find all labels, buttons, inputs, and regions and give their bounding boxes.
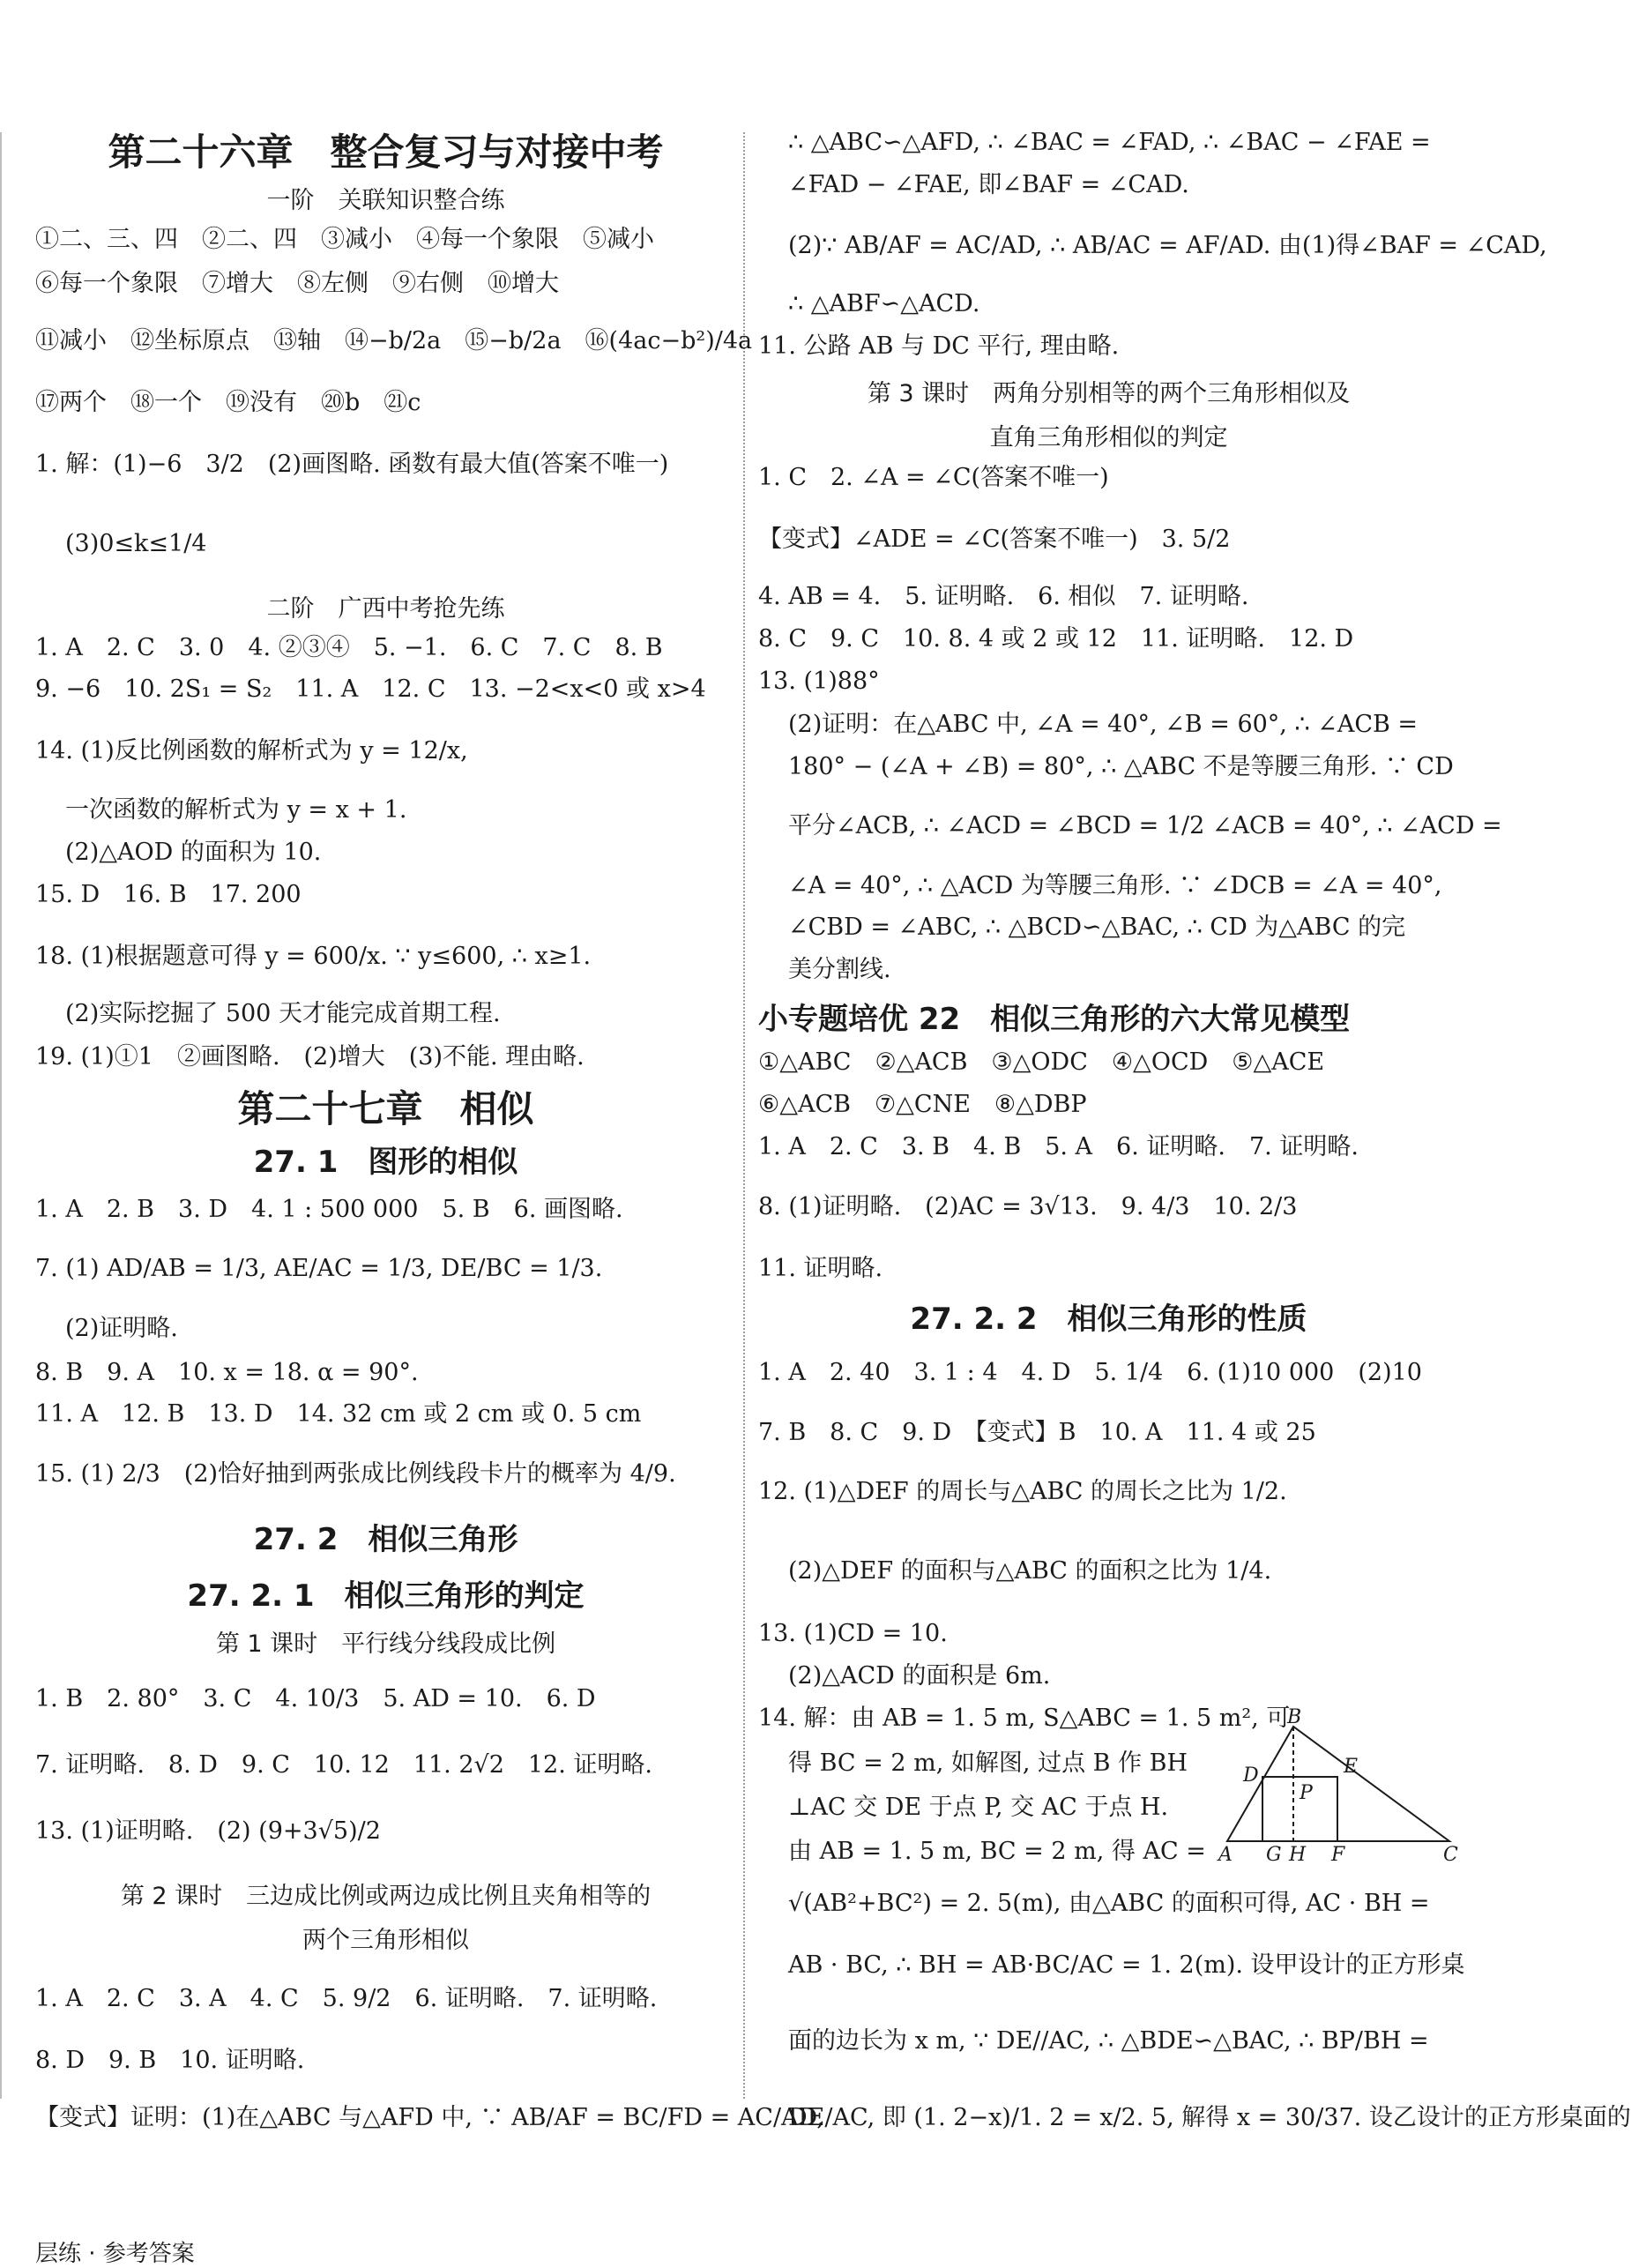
triangle-figure (1218, 1706, 1458, 1866)
answer-line: ∴ △ABC∽△AFD, ∴ ∠BAC = ∠FAD, ∴ ∠BAC − ∠FAE = (788, 129, 1431, 156)
answer-line: ∴ △ABF∽△ACD. (788, 290, 980, 317)
answer-line: 15. (1) 2/3 (2)恰好抽到两张成比例线段卡片的概率为 4/9. (35, 1460, 676, 1488)
label-f: F (1331, 1844, 1345, 1866)
answer-line: 平分∠ACB, ∴ ∠ACD = ∠BCD = 1/2 ∠ACB = 40°, ∴ ∠ACD = (788, 812, 1502, 839)
answer-line: 19. (1)①1 ②画图略. (2)增大 (3)不能. 理由略. (35, 1043, 585, 1071)
answer-line: √(AB²+BC²) = 2. 5(m), 由△ABC 的面积可得, AC · BH = (788, 1890, 1430, 1917)
answer-line: 由 AB = 1. 5 m, BC = 2 m, 得 AC = (788, 1838, 1206, 1865)
answer-line: 1. A 2. C 3. A 4. C 5. 9/2 6. 证明略. 7. 证明略. (35, 1985, 658, 2012)
answer-line: 8. C 9. C 10. 8. 4 或 2 或 12 11. 证明略. 12. D (758, 625, 1354, 653)
lesson-1-title: 第 1 课时 平行线分线段成比例 (215, 1630, 556, 1658)
chapter-26-heading: 第二十六章 整合复习与对接中考 (108, 131, 664, 174)
special-topic-heading: 小专题培优 22 相似三角形的六大常见模型 (758, 1002, 1351, 1037)
answer-line: 1. A 2. 40 3. 1 : 4 4. D 5. 1/4 6. (1)10 000 (2)10 (758, 1359, 1422, 1386)
answer-line: ∠CBD = ∠ABC, ∴ △BCD∽△BAC, ∴ CD 为△ABC 的完 (788, 914, 1406, 941)
answer-line: 180° − (∠A + ∠B) = 80°, ∴ △ABC 不是等腰三角形. ∵ CD (788, 753, 1454, 780)
answer-line: 得 BC = 2 m, 如解图, 过点 B 作 BH (788, 1749, 1188, 1777)
answer-line: ∠A = 40°, ∴ △ACD 为等腰三角形. ∵ ∠DCB = ∠A = 40°, (788, 872, 1442, 899)
page-edge-line (0, 132, 7, 2099)
answer-line: 4. AB = 4. 5. 证明略. 6. 相似 7. 证明略. (758, 583, 1249, 610)
answer-line: 14. 解：由 AB = 1. 5 m, S△ABC = 1. 5 m², 可 (758, 1705, 1291, 1732)
lesson-2-title-cont: 两个三角形相似 (302, 1927, 469, 1954)
answer-line: 7. (1) AD/AB = 1/3, AE/AC = 1/3, DE/BC = 1/3. (35, 1255, 603, 1282)
label-e: E (1344, 1756, 1359, 1778)
label-b: B (1287, 1706, 1302, 1728)
answer-line: 8. D 9. B 10. 证明略. (35, 2047, 305, 2074)
section-27-2-heading: 27. 2 相似三角形 (253, 1522, 518, 1557)
answer-line: 7. B 8. C 9. D 【变式】B 10. A 11. 4 或 25 (758, 1419, 1316, 1446)
label-h: H (1289, 1844, 1307, 1866)
page-footer: 层练 · 参考答案 (35, 2241, 195, 2267)
answer-line: 13. (1)88° (758, 668, 880, 695)
label-g: G (1266, 1844, 1282, 1866)
answer-line: AB · BC, ∴ BH = AB·BC/AC = 1. 2(m). 设甲设计的正方形桌 (788, 1951, 1465, 1979)
answer-line: 1. A 2. B 3. D 4. 1 : 500 000 5. B 6. 画图略. (35, 1196, 623, 1223)
right-column (758, 0, 1631, 2266)
answer-line: (2)实际挖掘了 500 天才能完成首期工程. (65, 1000, 501, 1027)
label-d: D (1243, 1764, 1259, 1787)
lesson-3-title: 第 3 课时 两角分别相等的两个三角形相似及 (867, 380, 1351, 407)
section-yijie: 一阶 关联知识整合练 (266, 187, 505, 214)
answer-line: 11. 证明略. (758, 1255, 883, 1282)
label-c: C (1443, 1844, 1458, 1866)
answer-line: 18. (1)根据题意可得 y = 600/x. ∵ y≤600, ∴ x≥1. (35, 943, 592, 970)
answer-line: ⑰两个 ⑱一个 ⑲没有 ⑳b ㉑c (35, 389, 421, 416)
answer-line: 1. A 2. C 3. B 4. B 5. A 6. 证明略. 7. 证明略. (758, 1133, 1359, 1160)
label-a: A (1218, 1844, 1233, 1866)
answer-line: 一次函数的解析式为 y = x + 1. (65, 796, 407, 824)
answer-line: 8. (1)证明略. (2)AC = 3√13. 9. 4/3 10. 2/3 (758, 1193, 1298, 1220)
answer-line: ⑥△ACB ⑦△CNE ⑧△DBP (758, 1091, 1087, 1118)
lesson-2-title: 第 2 课时 三边成比例或两边成比例且夹角相等的 (120, 1883, 652, 1910)
answer-line: DE/AC, 即 (1. 2−x)/1. 2 = x/2. 5, 解得 x = 30/37. 设乙设计的正方形桌面的 (788, 2104, 1631, 2131)
answer-line: (2)△AOD 的面积为 10. (65, 839, 322, 866)
answer-line: 【变式】∠ADE = ∠C(答案不唯一) 3. 5/2 (758, 526, 1231, 553)
answer-line: (2)证明略. (65, 1315, 178, 1342)
answer-line: 面的边长为 x m, ∵ DE//AC, ∴ △BDE∽△BAC, ∴ BP/BH = (788, 2027, 1429, 2055)
answer-line: 8. B 9. A 10. x = 18. α = 90°. (35, 1359, 419, 1386)
answer-line: 12. (1)△DEF 的周长与△ABC 的周长之比为 1/2. (758, 1478, 1287, 1505)
answer-line: ⊥AC 交 DE 于点 P, 交 AC 于点 H. (788, 1794, 1169, 1821)
answer-line: 1. A 2. C 3. 0 4. ②③④ 5. −1. 6. C 7. C 8. B (35, 634, 663, 661)
answer-line: ⑥每一个象限 ⑦增大 ⑧左侧 ⑨右侧 ⑩增大 (35, 270, 559, 297)
section-erjie: 二阶 广西中考抢先练 (266, 595, 505, 623)
section-27-2-2-heading: 27. 2. 2 相似三角形的性质 (910, 1302, 1307, 1337)
answer-line: 11. 公路 AB 与 DC 平行, 理由略. (758, 332, 1120, 360)
answer-line: (2)证明：在△ABC 中, ∠A = 40°, ∠B = 60°, ∴ ∠ACB = (788, 711, 1419, 738)
chapter-27-heading: 第二十七章 相似 (237, 1087, 534, 1130)
section-27-1-heading: 27. 1 图形的相似 (253, 1145, 518, 1180)
answer-line: ⑪减小 ⑫坐标原点 ⑬轴 ⑭−b/2a ⑮−b/2a ⑯(4ac−b²)/4a (35, 327, 753, 354)
answer-line: 1. 解：(1)−6 3/2 (2)画图略. 函数有最大值(答案不唯一) (35, 451, 669, 478)
answer-line: 15. D 16. B 17. 200 (35, 881, 302, 908)
section-27-2-1-heading: 27. 2. 1 相似三角形的判定 (187, 1578, 585, 1614)
answer-line: (2)∵ AB/AF = AC/AD, ∴ AB/AC = AF/AD. 由(1)得∠BAF = ∠CAD, (788, 232, 1547, 259)
answer-line: 1. B 2. 80° 3. C 4. 10/3 5. AD = 10. 6. D (35, 1685, 596, 1712)
answer-line: (2)△ACD 的面积是 6m. (788, 1662, 1051, 1690)
answer-line: ∠FAD − ∠FAE, 即∠BAF = ∠CAD. (788, 171, 1189, 198)
answer-line: ①二、三、四 ②二、四 ③减小 ④每一个象限 ⑤减小 (35, 226, 654, 253)
answer-line: ①△ABC ②△ACB ③△ODC ④△OCD ⑤△ACE (758, 1048, 1325, 1076)
answer-line: 13. (1)CD = 10. (758, 1620, 948, 1647)
answer-line: 【变式】证明：(1)在△ABC 与△AFD 中, ∵ AB/AF = BC/FD = AC/AD, (35, 2104, 824, 2131)
lesson-3-title-cont: 直角三角形相似的判定 (989, 424, 1228, 451)
label-p: P (1300, 1782, 1313, 1804)
answer-line: 13. (1)证明略. (2) (9+3√5)/2 (35, 1817, 381, 1845)
column-divider (743, 132, 747, 2099)
answer-line: (3)0≤k≤1/4 (65, 530, 207, 557)
answer-line: 9. −6 10. 2S₁ = S₂ 11. A 12. C 13. −2<x<0 或 x>4 (35, 675, 706, 703)
answer-line: 14. (1)反比例函数的解析式为 y = 12/x, (35, 737, 468, 765)
answer-line: 1. C 2. ∠A = ∠C(答案不唯一) (758, 464, 1109, 491)
answer-line: 7. 证明略. 8. D 9. C 10. 12 11. 2√2 12. 证明略. (35, 1751, 652, 1779)
answer-line: 11. A 12. B 13. D 14. 32 cm 或 2 cm 或 0. 5 cm (35, 1400, 642, 1428)
answer-line: 美分割线. (788, 956, 891, 983)
answer-line: (2)△DEF 的面积与△ABC 的面积之比为 1/4. (788, 1557, 1272, 1585)
